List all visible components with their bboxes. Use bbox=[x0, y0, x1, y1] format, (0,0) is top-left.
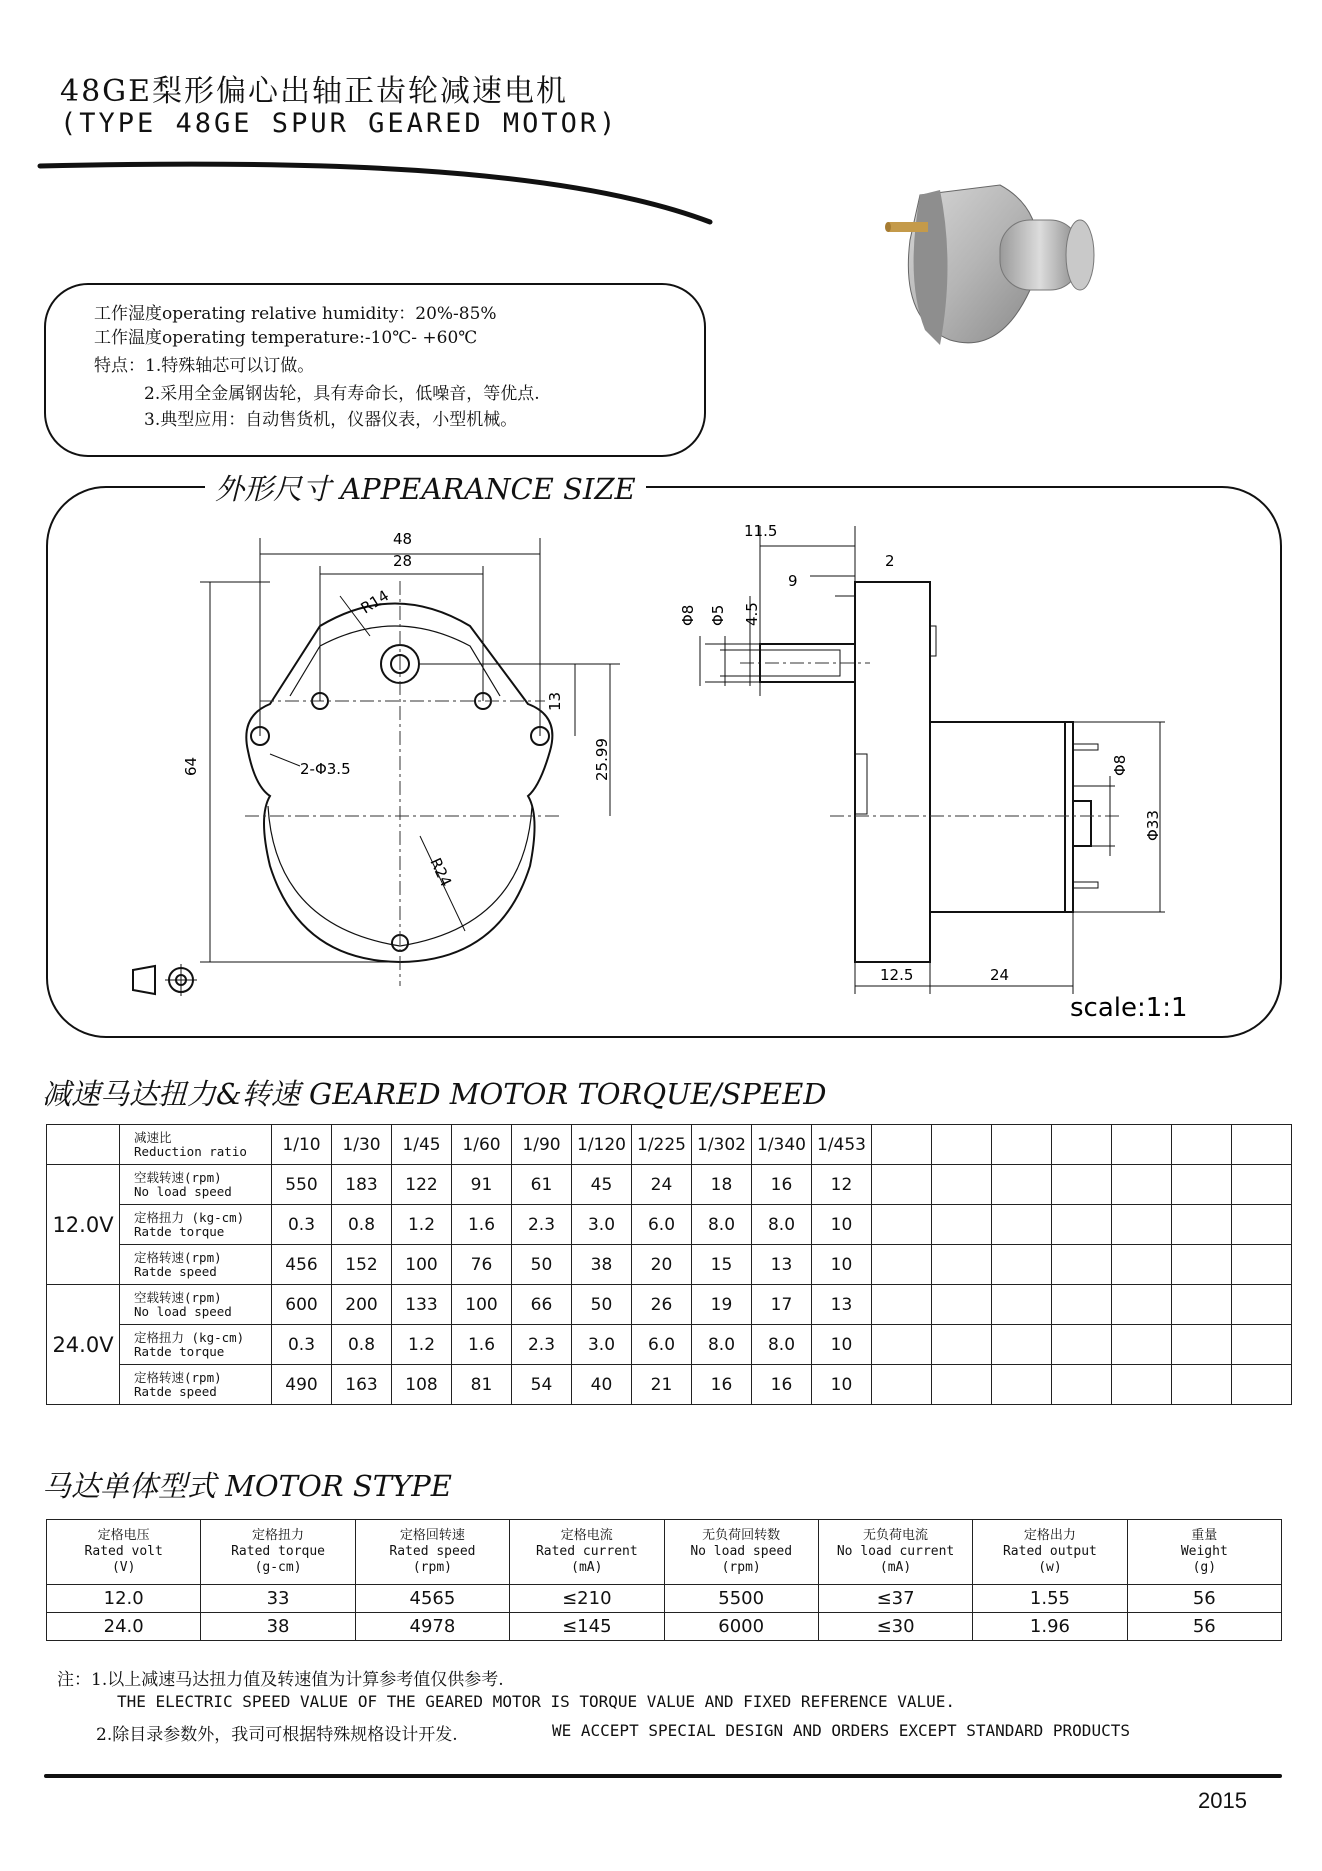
row-label: 空载转速(rpm) No load speed bbox=[120, 1285, 272, 1325]
cell: 122 bbox=[392, 1165, 452, 1205]
dim-25-99: 25.99 bbox=[593, 738, 611, 781]
dim-phi33: Φ33 bbox=[1144, 810, 1162, 841]
cell: 600 bbox=[272, 1285, 332, 1325]
spec-temperature: 工作温度operating temperature:-10℃- +60℃ bbox=[94, 328, 478, 348]
ratio-cell: 1/302 bbox=[692, 1125, 752, 1165]
cell: 12.0 bbox=[47, 1585, 201, 1613]
note-1-en: THE ELECTRIC SPEED VALUE OF THE GEARED MOTOR IS TORQUE VALUE AND FIXED REFERENCE VALUE. bbox=[117, 1692, 956, 1711]
cell: 76 bbox=[452, 1245, 512, 1285]
page-number: 2015 bbox=[1198, 1788, 1247, 1813]
cell: 12 bbox=[812, 1165, 872, 1205]
cell: ≤145 bbox=[510, 1613, 664, 1641]
cell: 490 bbox=[272, 1365, 332, 1405]
dim-4-5: 4.5 bbox=[743, 602, 761, 626]
dim-holes: 2-Φ3.5 bbox=[300, 760, 351, 778]
cell: 56 bbox=[1127, 1585, 1281, 1613]
cell: 0.3 bbox=[272, 1205, 332, 1245]
table-row bbox=[47, 1365, 1292, 1405]
motor-title: 马达单体型式 MOTOR STYPE bbox=[42, 1464, 452, 1505]
dim-13: 13 bbox=[546, 691, 564, 711]
table-row bbox=[47, 1245, 1292, 1285]
cell: 40 bbox=[572, 1365, 632, 1405]
cell: 33 bbox=[201, 1585, 355, 1613]
dim-phi8: Φ8 bbox=[679, 604, 697, 626]
ratio-cell: 1/10 bbox=[272, 1125, 332, 1165]
cell: 10 bbox=[812, 1325, 872, 1365]
side-view bbox=[760, 582, 1098, 962]
cell: 152 bbox=[332, 1245, 392, 1285]
cell: 6.0 bbox=[632, 1205, 692, 1245]
dim-r24: R24 bbox=[426, 855, 456, 890]
volt-12: 12.0V bbox=[47, 1165, 120, 1285]
cell: 13 bbox=[812, 1285, 872, 1325]
cell: 4565 bbox=[355, 1585, 509, 1613]
row-label: 定格扭力 (kg-cm) Ratde torque bbox=[120, 1325, 272, 1365]
table-row bbox=[47, 1205, 1292, 1245]
cell: 550 bbox=[272, 1165, 332, 1205]
ratio-cell: 1/60 bbox=[452, 1125, 512, 1165]
dim-phi8-motor: Φ8 bbox=[1111, 754, 1129, 776]
ratio-cell: 1/453 bbox=[812, 1125, 872, 1165]
cell: 1.2 bbox=[392, 1325, 452, 1365]
motor-photo bbox=[880, 170, 1120, 380]
cell: 6.0 bbox=[632, 1325, 692, 1365]
note-2-en: WE ACCEPT SPECIAL DESIGN AND ORDERS EXCEPT STANDARD PRODUCTS bbox=[552, 1721, 1130, 1740]
spec-feature-2: 2.采用全金属钢齿轮，具有寿命长，低噪音，等优点. bbox=[144, 384, 540, 404]
ratio-cell: 1/340 bbox=[752, 1125, 812, 1165]
cell: 38 bbox=[572, 1245, 632, 1285]
motor-header-row bbox=[47, 1520, 1282, 1585]
header-cell: 重量 Weight (g) bbox=[1127, 1520, 1281, 1585]
cell: 81 bbox=[452, 1365, 512, 1405]
ratio-cell: 1/30 bbox=[332, 1125, 392, 1165]
dim-9: 9 bbox=[788, 572, 798, 590]
projection-symbol bbox=[133, 964, 197, 996]
row-label: 定格转速(rpm) Ratde speed bbox=[120, 1365, 272, 1405]
footer-rule bbox=[44, 1774, 1282, 1778]
cell: 10 bbox=[812, 1365, 872, 1405]
cell: 45 bbox=[572, 1165, 632, 1205]
dim-r14: R14 bbox=[357, 586, 393, 618]
header-swoosh bbox=[0, 0, 1322, 260]
cell: 183 bbox=[332, 1165, 392, 1205]
header-cell: 定格电压 Rated volt (V) bbox=[47, 1520, 201, 1585]
front-view bbox=[246, 604, 552, 963]
cell: 5500 bbox=[664, 1585, 818, 1613]
cell: 100 bbox=[392, 1245, 452, 1285]
dim-64: 64 bbox=[182, 756, 200, 776]
cell: 1.6 bbox=[452, 1325, 512, 1365]
cell: 8.0 bbox=[692, 1325, 752, 1365]
dim-12-5: 12.5 bbox=[880, 966, 914, 984]
volt-24: 24.0V bbox=[47, 1285, 120, 1405]
spec-feature-1: 特点：1.特殊轴芯可以订做。 bbox=[94, 356, 315, 376]
dim-48: 48 bbox=[393, 530, 413, 548]
ratio-row bbox=[47, 1125, 1292, 1165]
dim-phi5: Φ5 bbox=[709, 604, 727, 626]
row-label: 定格扭力 (kg-cm) Ratde torque bbox=[120, 1205, 272, 1245]
cell: 10 bbox=[812, 1245, 872, 1285]
header-cell: 定格扭力 Rated torque (g-cm) bbox=[201, 1520, 355, 1585]
header-cell: 无负荷电流 No load current (mA) bbox=[818, 1520, 972, 1585]
cell: 133 bbox=[392, 1285, 452, 1325]
cell: 15 bbox=[692, 1245, 752, 1285]
cell: 61 bbox=[512, 1165, 572, 1205]
cell: 456 bbox=[272, 1245, 332, 1285]
scale-label: scale:1:1 bbox=[1070, 993, 1188, 1023]
title-en: (TYPE 48GE SPUR GEARED MOTOR) bbox=[60, 108, 619, 139]
note-1-cn: 注：1.以上减速马达扭力值及转速值为计算参考值仅供参考. bbox=[57, 1670, 504, 1690]
row-label: 定格转速(rpm) Ratde speed bbox=[120, 1245, 272, 1285]
cell: 50 bbox=[512, 1245, 572, 1285]
cell: 26 bbox=[632, 1285, 692, 1325]
cell: 4978 bbox=[355, 1613, 509, 1641]
ratio-label: 减速比 Reduction ratio bbox=[120, 1125, 272, 1165]
cell: 0.3 bbox=[272, 1325, 332, 1365]
cell: 1.2 bbox=[392, 1205, 452, 1245]
cell: ≤30 bbox=[818, 1613, 972, 1641]
cell: 1.55 bbox=[973, 1585, 1127, 1613]
cell: 163 bbox=[332, 1365, 392, 1405]
ratio-cell: 1/90 bbox=[512, 1125, 572, 1165]
cell: 13 bbox=[752, 1245, 812, 1285]
cell: 56 bbox=[1127, 1613, 1281, 1641]
specs-box bbox=[44, 283, 706, 457]
cell: 2.3 bbox=[512, 1205, 572, 1245]
cell: 0.8 bbox=[332, 1205, 392, 1245]
cell: 3.0 bbox=[572, 1325, 632, 1365]
torque-title: 减速马达扭力&转速 GEARED MOTOR TORQUE/SPEED bbox=[42, 1072, 827, 1113]
table-row bbox=[47, 1613, 1282, 1641]
cell: 19 bbox=[692, 1285, 752, 1325]
dim-11-5: 11.5 bbox=[744, 522, 778, 540]
cell: 16 bbox=[692, 1365, 752, 1405]
cell: 50 bbox=[572, 1285, 632, 1325]
cell: 16 bbox=[752, 1165, 812, 1205]
appearance-title: 外形尺寸 APPEARANCE SIZE bbox=[205, 467, 646, 508]
cell: 8.0 bbox=[752, 1325, 812, 1365]
spec-feature-3: 3.典型应用：自动售货机，仪器仪表，小型机械。 bbox=[144, 410, 518, 430]
table-row bbox=[47, 1585, 1282, 1613]
cell: 8.0 bbox=[692, 1205, 752, 1245]
cell: 24.0 bbox=[47, 1613, 201, 1641]
table-row bbox=[47, 1325, 1292, 1365]
cell: 1.6 bbox=[452, 1205, 512, 1245]
header-cell: 定格出力 Rated output (w) bbox=[973, 1520, 1127, 1585]
cell: 18 bbox=[692, 1165, 752, 1205]
header-cell: 无负荷回转数 No load speed (rpm) bbox=[664, 1520, 818, 1585]
dim-24: 24 bbox=[990, 966, 1010, 984]
ratio-cell: 1/120 bbox=[572, 1125, 632, 1165]
cell: 38 bbox=[201, 1613, 355, 1641]
cell: 100 bbox=[452, 1285, 512, 1325]
table-corner bbox=[47, 1125, 120, 1165]
cell: 2.3 bbox=[512, 1325, 572, 1365]
cell: 6000 bbox=[664, 1613, 818, 1641]
header-cell: 定格回转速 Rated speed (rpm) bbox=[355, 1520, 509, 1585]
cell: 17 bbox=[752, 1285, 812, 1325]
ratio-cell: 1/225 bbox=[632, 1125, 692, 1165]
header-cell: 定格电流 Rated current (mA) bbox=[510, 1520, 664, 1585]
cell: 0.8 bbox=[332, 1325, 392, 1365]
ratio-cell: 1/45 bbox=[392, 1125, 452, 1165]
spec-humidity: 工作湿度operating relative humidity：20%-85% bbox=[94, 304, 497, 324]
cell: ≤37 bbox=[818, 1585, 972, 1613]
table-row bbox=[47, 1285, 1292, 1325]
cell: 16 bbox=[752, 1365, 812, 1405]
cell: 24 bbox=[632, 1165, 692, 1205]
note-2-cn: 2.除目录参数外，我司可根据特殊规格设计开发. bbox=[96, 1725, 458, 1745]
cell: 91 bbox=[452, 1165, 512, 1205]
cell: 54 bbox=[512, 1365, 572, 1405]
technical-drawing bbox=[0, 486, 1322, 1036]
cell: 108 bbox=[392, 1365, 452, 1405]
motor-spec-table bbox=[46, 1519, 1282, 1641]
title-cn: 48GE梨形偏心出轴正齿轮减速电机 bbox=[60, 74, 569, 109]
table-row bbox=[47, 1165, 1292, 1205]
torque-speed-table bbox=[46, 1124, 1292, 1405]
cell: 10 bbox=[812, 1205, 872, 1245]
cell: ≤210 bbox=[510, 1585, 664, 1613]
cell: 8.0 bbox=[752, 1205, 812, 1245]
dim-2: 2 bbox=[885, 552, 895, 570]
dim-28: 28 bbox=[393, 552, 413, 570]
row-label: 空载转速(rpm) No load speed bbox=[120, 1165, 272, 1205]
cell: 1.96 bbox=[973, 1613, 1127, 1641]
cell: 66 bbox=[512, 1285, 572, 1325]
cell: 200 bbox=[332, 1285, 392, 1325]
cell: 21 bbox=[632, 1365, 692, 1405]
cell: 20 bbox=[632, 1245, 692, 1285]
cell: 3.0 bbox=[572, 1205, 632, 1245]
